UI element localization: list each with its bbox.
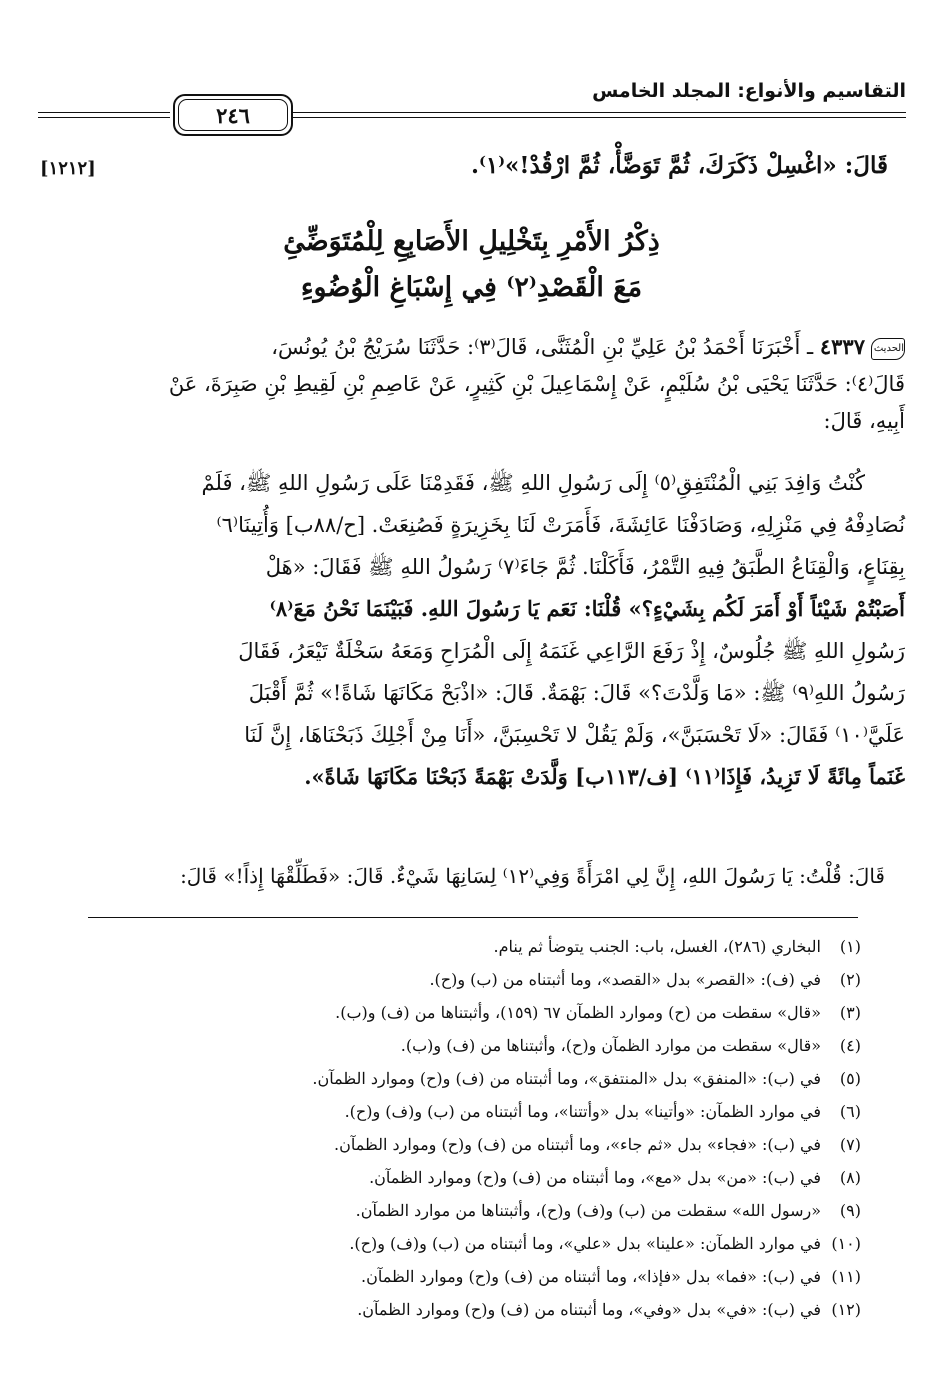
footnote-divider (88, 917, 858, 918)
footnote-text: في (ب): «فما» بدل «فإذا»، وما أثبتناه من (ف) و(ح) وموارد الظمآن. (361, 1267, 821, 1286)
header-rule (291, 117, 906, 118)
hadith-matn (38, 462, 905, 798)
footnote-text: في (ب): «فجاء» بدل «ثم جاء»، وما أثبتناه من (ف) و(ح) وموارد الظمآن. (334, 1135, 821, 1154)
running-title: التقاسيم والأنواع: المجلد الخامس (592, 80, 906, 102)
footnote-text: البخاري (٢٨٦)، الغسل، باب: الجنب يتوضأ ثم ينام. (493, 937, 821, 956)
matn-line: كُنْتُ وَافِدَ بَنِي الْمُنْتَفِقِ⁽٥⁾ إِلَى رَسُولِ اللهِ ﷺ، فَقَدِمْنَا عَلَى رَسُولِ اللهِ ﷺ، فَلَمْ (201, 471, 865, 495)
footnote-number: (٥) (839, 1069, 861, 1088)
page-number: ٢٤٦ (178, 99, 288, 131)
isnad-line (38, 328, 905, 366)
isnad-line: أَبِيهِ، قَالَ: (823, 409, 905, 433)
footnote-number: (١١) (831, 1267, 861, 1286)
hadith-icon: الحديث (871, 338, 905, 360)
isnad-line: قَالَ⁽٤⁾: حَدَّثَنَا يَحْيَى بْنُ سُلَيْمٍ، عَنْ إِسْمَاعِيلَ بْنِ كَثِيرٍ، عَنْ عَاصِمِ بْنِ لَقِيطِ بْنِ صَبِرَةَ، عَنْ (168, 372, 905, 396)
footnote-number: (٤) (839, 1036, 861, 1055)
hadith-isnad (38, 328, 905, 440)
matn-line: بِقِنَاعٍ، وَالْقِنَاعُ الطَّبَقُ فِيهِ التَّمْرُ، فَأَكَلْنَا. ثُمَّ جَاءَ⁽٧⁾ رَسُولُ اللهِ ﷺ فَقَالَ: «هَلْ (265, 555, 905, 579)
footnote (60, 963, 861, 996)
chapter-title-line2: مَعَ الْقَصْدِ⁽٢⁾ فِي إِسْبَاغِ الْوُضُوءِ (300, 272, 643, 303)
footnote-number: (٩) (839, 1201, 861, 1220)
footnote (60, 1161, 861, 1194)
continuation-line: قَالَ: «اغْسِلْ ذَكَرَكَ، ثُمَّ تَوَضَّأْ، ثُمَّ ارْقُدْ!»⁽١⁾. (470, 152, 888, 179)
footnote-text: «رسول الله» سقطت من (ب) و(ف) و(ح)، وأثبتناها من موارد الظمآن. (355, 1201, 821, 1220)
footnote (60, 1227, 861, 1260)
footnote-text: في (ب): «المنفق» بدل «المنتفق»، وما أثبتناه من (ف) و(ح) وموارد الظمآن. (312, 1069, 821, 1088)
footnote (60, 996, 861, 1029)
header-rule (38, 112, 170, 113)
footnote (60, 1293, 861, 1326)
footnote (60, 1128, 861, 1161)
footnote (60, 1260, 861, 1293)
matn-line: أَصَبْتُمْ شَيْئاً أَوْ أَمَرَ لَكُم بِشَيْءٍ؟» قُلْنَا: نَعَم يَا رَسُولَ اللهِ. فَبَيْنَمَا نَحْنُ مَعَ⁽٨⁾ (269, 596, 905, 621)
footnote-text: في موارد الظمآن: «وأتينا» بدل «وأتتنا»، وما أثبتناه من (ب) و(ف) و(ح). (344, 1102, 821, 1121)
chapter-title-line1: ذِكْرُ الأَمْرِ بِتَخْلِيلِ الأَصَابِعِ لِلْمُتَوَضِّئِ (283, 226, 660, 257)
footnote-text: في (ب): «في» بدل «وفي»، وما أثبتناه من (ف) و(ح) وموارد الظمآن. (357, 1300, 821, 1319)
continuation-text: قَالَ: قُلْتُ: يَا رَسُولَ اللهِ، إِنَّ لِي امْرَأَةً وَفِي⁽١٢⁾ لِسَانِهَا شَيْءٌ. قَالَ: «فَطَلِّقْهَا إِذاً!» قَالَ: (180, 864, 885, 888)
footnote-text: «قال» سقطت من (ح) وموارد الظمآن ٦٧ (١٥٩)، وأثبتناها من (ف) و(ب). (335, 1003, 821, 1022)
footnote-number: (٣) (839, 1003, 861, 1022)
footnote-text: في (ف): «القصر» بدل «القصد»، وما أثبتناه من (ب) و(ح). (429, 970, 821, 989)
footnote-number: (١) (839, 937, 861, 956)
isnad-text: ـ أَخْبَرَنَا أَحْمَدُ بْنُ عَلِيِّ بْنِ الْمُثَنَّى، قَالَ⁽٣⁾: حَدَّثَنَا سُرَيْجُ بْنُ يُونُسَ، (271, 335, 814, 359)
footnote-number: (١٠) (831, 1234, 861, 1253)
page-number-badge (173, 94, 293, 136)
matn-line: عَلَيَّ⁽١٠⁾ فَقَالَ: «لَا تَحْسَبَنَّ»، وَلَمْ يَقُلْ لا تَحْسِبَنَّ، «أَنَا مِنْ أَجْلِكَ ذَبَحْنَاهَا، إِنَّ لَنَا (244, 723, 905, 747)
footnote-number: (٧) (839, 1135, 861, 1154)
footnote-number: (٢) (839, 970, 861, 989)
header-rule (38, 117, 170, 118)
hadith-ref: [١٢١٢] (40, 158, 96, 179)
matn-line: رَسُولِ اللهِ ﷺ جُلُوسٌ، إِذْ رَفَعَ الرَّاعِي غَنَمَهُ إِلَى الْمُرَاحِ وَمَعَهُ سَخْلَةٌ تَيْعَرُ، فَقَالَ (238, 639, 905, 663)
hadith-number: ٤٣٣٧ (819, 334, 865, 359)
hadith-continuation (38, 856, 905, 896)
header-rule (291, 112, 906, 113)
footnote (60, 930, 861, 963)
footnote-number: (١٢) (831, 1300, 861, 1319)
page-header (38, 78, 906, 128)
footnote-text: في موارد الظمآن: «علينا» بدل «علي»، وما أثبتناه من (ب) و(ف) و(ح). (349, 1234, 821, 1253)
footnote-number: (٨) (839, 1168, 861, 1187)
footnote-number: (٦) (839, 1102, 861, 1121)
matn-line: غَنَماً مِائَةً لَا تَزِيدُ، فَإِذَا⁽١١⁾ [ف/١١٣ب] وَلَّدَتْ بَهْمَةً ذَبَحْنَا مَكَانَهَا شَاةً». (304, 764, 905, 789)
footnote (60, 1194, 861, 1227)
matn-line: رَسُولُ اللهِ⁽٩⁾ ﷺ: «مَا وَلَّدْتَ؟» قَالَ: بَهْمَةٌ. قَالَ: «اذْبَحْ مَكَانَهَا شَاةً!» ثُمَّ أَقْبَلَ (248, 681, 905, 705)
footnotes (60, 930, 861, 1326)
matn-line: نُصَادِفْهُ فِي مَنْزِلِهِ، وَصَادَفْنَا عَائِشَةَ، فَأَمَرَتْ لَنَا بِخَزِيرَةٍ فَصُنِعَتْ. [ح/٨٨ب] وَأُتِينَا⁽٦⁾ (216, 513, 905, 537)
footnote-text: «قال» سقطت من موارد الظمآن و(ح)، وأثبتناها من (ف) و(ب). (400, 1036, 821, 1055)
footnote (60, 1062, 861, 1095)
footnote-text: في (ب): «من» بدل «مع»، وما أثبتناه من (ف) و(ح) وموارد الظمآن. (369, 1168, 821, 1187)
footnote (60, 1095, 861, 1128)
footnote (60, 1029, 861, 1062)
